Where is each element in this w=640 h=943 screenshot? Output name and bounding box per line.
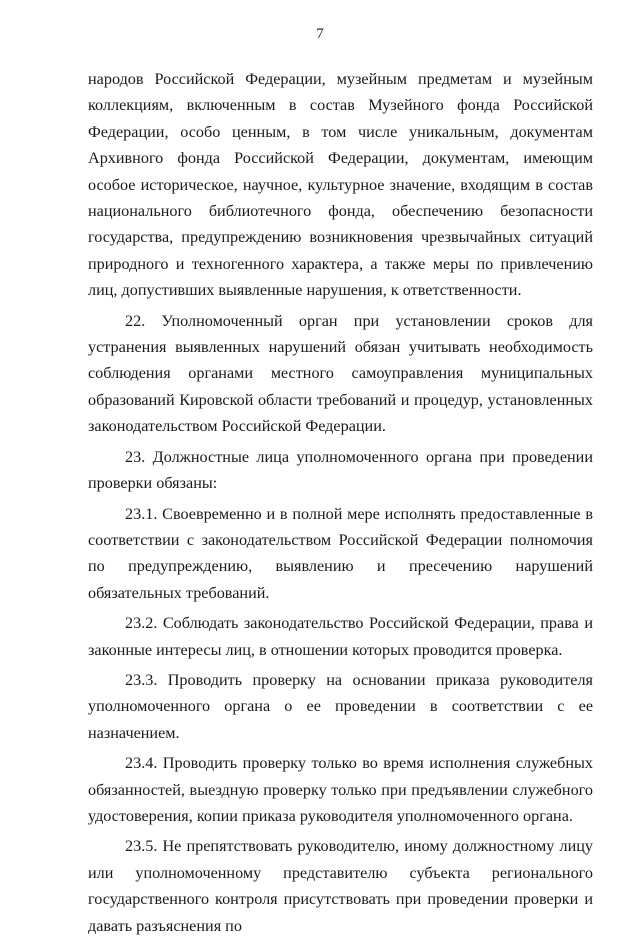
paragraph-item-23-2: 23.2. Соблюдать законодательство Российской Федерации, права и законные интересы лиц, в отношении которых проводится проверка. bbox=[88, 614, 593, 659]
paragraph-continuation: народов Российской Федерации, музейным предметам и музейным коллекциям, включенным в состав Музейного фонда Российской Федерации, особо ценным, в том числе уникальным, документам Архивного фонда Российской Федерации, документам, имеющим особое историческое, научное, культурное значение, входящим в состав национального библиотечного фонда, обеспечению безопасности государства, предупреждению возникновения чрезвычайных ситуаций природного и техногенного характера, а также меры по привлечению лиц, допустивших выявленные нарушения, к ответственности. bbox=[88, 70, 593, 300]
paragraph-item-23: 23. Должностные лица уполномоченного органа при проведении проверки обязаны: bbox=[88, 447, 593, 493]
paragraph-item-23-1: 23.1. Своевременно и в полной мере исполнять предоставленные в соответствии с законодательством Российской Федерации полномочия по предупреждению, выявлению и пресечению нарушений обязательных требований. bbox=[88, 504, 593, 602]
paragraph-item-23-3: 23.3. Проводить проверку на основании приказа руководителя уполномоченного органа о ее проведении в соответствии с ее назначением. bbox=[88, 670, 593, 742]
document-body bbox=[88, 66, 593, 943]
paragraph-item-23-4: 23.4. Проводить проверку только во время исполнения служебных обязанностей, выездную проверку только при предъявлении служебного удостоверения, копии приказа руководителя уполномоченного органа. bbox=[88, 754, 593, 825]
page-number: 7 bbox=[316, 26, 324, 42]
paragraph-item-22: 22. Уполномоченный орган при установлении сроков для устранения выявленных нарушений обязан учитывать необходимость соблюдения органами местного самоуправления муниципальных образований Кировской области требований и процедур, установленных законодательством Российской Федерации. bbox=[88, 311, 593, 436]
paragraph-item-23-5: 23.5. Не препятствовать руководителю, иному должностному лицу или уполномоченному представителю субъекта регионального государственного контроля присутствовать при проведении проверки и давать разъяснения по bbox=[88, 837, 593, 935]
